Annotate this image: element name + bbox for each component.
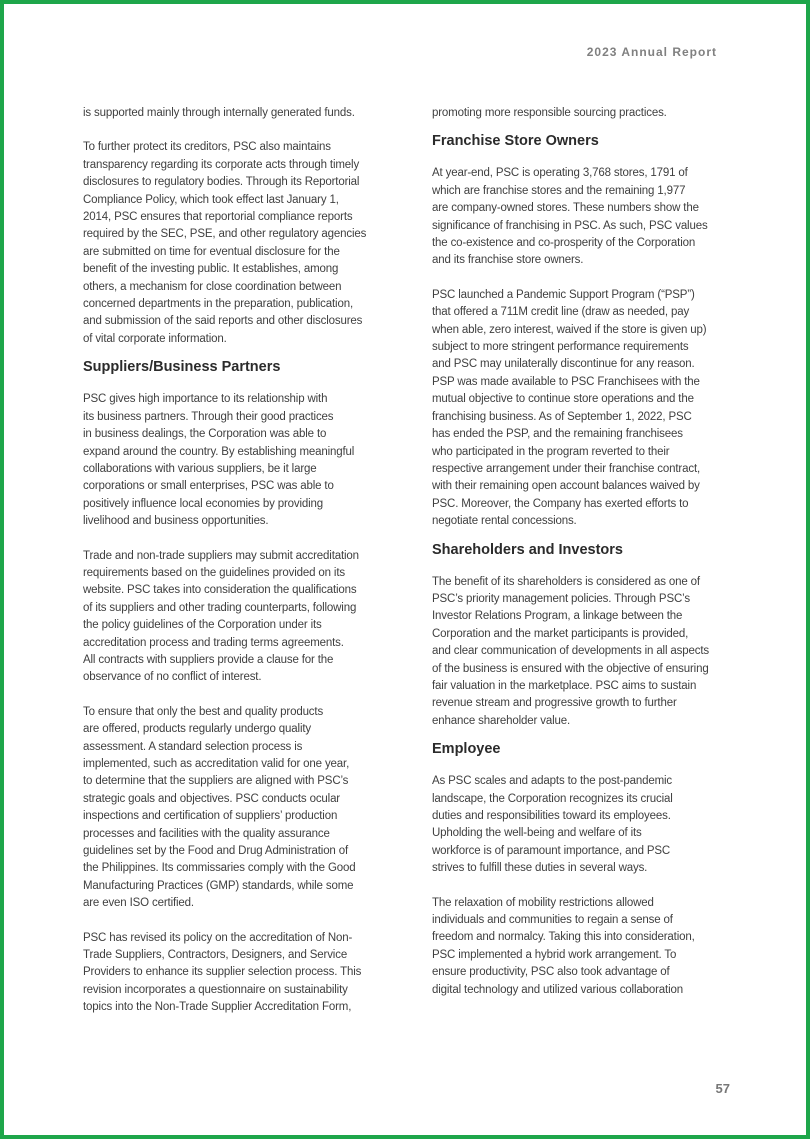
paragraph-suppliers-relationship: PSC gives high importance to its relationship with its business partners. Through their good practices in business dealings, the Corporation was able to expand around the country. By establishing meaningful collaborations with various suppliers, be it large corporations or small enterprises, PSC was able to positively influence local economies by providing livelihood and business opportunities.: [83, 393, 355, 528]
paragraph-accreditation: Trade and non-trade suppliers may submit accreditation requirements based on the guidelines provided on its website. PSC takes into consideration the qualifications of its suppliers and other trading counterparts, following the policy guidelines of the Corporation under its accreditation process and trading terms agreements. All contracts with suppliers provide a clause for the observance of no conflict of interest.: [83, 549, 359, 684]
paragraph-policy-revision: PSC has revised its policy on the accreditation of Non- Trade Suppliers, Contractors, Designers, and Service Providers to enhance its supplier selection process. This revision incorporates a questionnaire on sustainability topics into the Non-Trade Supplier Accreditation Form,: [83, 931, 362, 1014]
paragraph-employee-duties: As PSC scales and adapts to the post-pandemic landscape, the Corporation recognizes its crucial duties and responsibilities toward its employees. Upholding the well-being and welfare of its workforce is of paramount importance, and PSC strives to fulfill these duties in several ways.: [432, 775, 673, 875]
right-column: [432, 105, 737, 999]
paragraph-transparency: To further protect its creditors, PSC also maintains transparency regarding its corporate acts through timely disclosures to regulatory bodies. Through its Reportorial Compliance Policy, which took effect last January 1, 2014, PSC ensures that reportorial compliance reports required by the SEC, PSE, and other regulatory agencies are submitted on time for eventual disclosure for the benefit of the investing public. It establishes, among others, a mechanism for close coordination between concerned departments in the preparation, publication, and submission of the said reports and other disclosures of vital corporate information.: [83, 141, 367, 345]
page-number: 57: [715, 1081, 730, 1096]
paragraph-psp: PSC launched a Pandemic Support Program (“PSP”) that offered a 711M credit line (draw as needed, pay when able, zero interest, waived if the store is given up) subject to more stringent performance requirements and PSC may unilaterally discontinue for any reason. PSP was made available to PSC Franchisees with the mutual objective to continue store operations and the franchising business. As of September 1, 2022, PSC has ended the PSP, and the remaining franchisees who participated in the program reverted to their respective arrangement under their franchise contract, with their remaining open account balances waived by PSC. Moreover, the Company has exerted efforts to negotiate rental concessions.: [432, 288, 707, 528]
paragraph-funding: is supported mainly through internally generated funds.: [83, 107, 355, 119]
paragraph-sourcing: promoting more responsible sourcing practices.: [432, 107, 667, 119]
paragraph-quality: To ensure that only the best and quality products are offered, products regularly undergo quality assessment. A standard selection process is implemented, such as accreditation valid for one year, to determine that the suppliers are aligned with PSC’s strategic goals and objectives. PSC conducts ocular inspections and certification of suppliers’ production processes and facilities with the quality assurance guidelines set by the Food and Drug Administration of the Philippines. Its commissaries comply with the Good Manufacturing Practices (GMP) standards, while some are even ISO certified.: [83, 705, 356, 910]
heading-franchise: Franchise Store Owners: [432, 133, 599, 150]
heading-employee: Employee: [432, 741, 501, 758]
report-title: 2023 Annual Report: [586, 45, 717, 59]
heading-shareholders: Shareholders and Investors: [432, 541, 623, 558]
paragraph-hybrid-work: The relaxation of mobility restrictions allowed individuals and communities to regain a sense of freedom and normalcy. Taking this into consideration, PSC implemented a hybrid work arrangement. To ensure productivity, PSC also took advantage of digital technology and utilized various collaboration: [432, 896, 695, 996]
paragraph-shareholders: The benefit of its shareholders is considered as one of PSC’s priority management policies. Through PSC’s Investor Relations Program, a linkage between the Corporation and the market participants is provided, and clear communication of developments in all aspects of the business is ensured with the objective of ensuring fair valuation in the marketplace. PSC aims to sustain revenue stream and progressive growth to further enhance shareholder value.: [432, 575, 709, 727]
paragraph-stores: At year-end, PSC is operating 3,768 stores, 1791 of which are franchise stores and the remaining 1,977 are company-owned stores. These numbers show the significance of franchising in PSC. As such, PSC values the co-existence and co-prosperity of the Corporation and its franchise store owners.: [432, 167, 708, 267]
left-column: [83, 105, 401, 1017]
heading-suppliers: Suppliers/Business Partners: [83, 359, 281, 376]
